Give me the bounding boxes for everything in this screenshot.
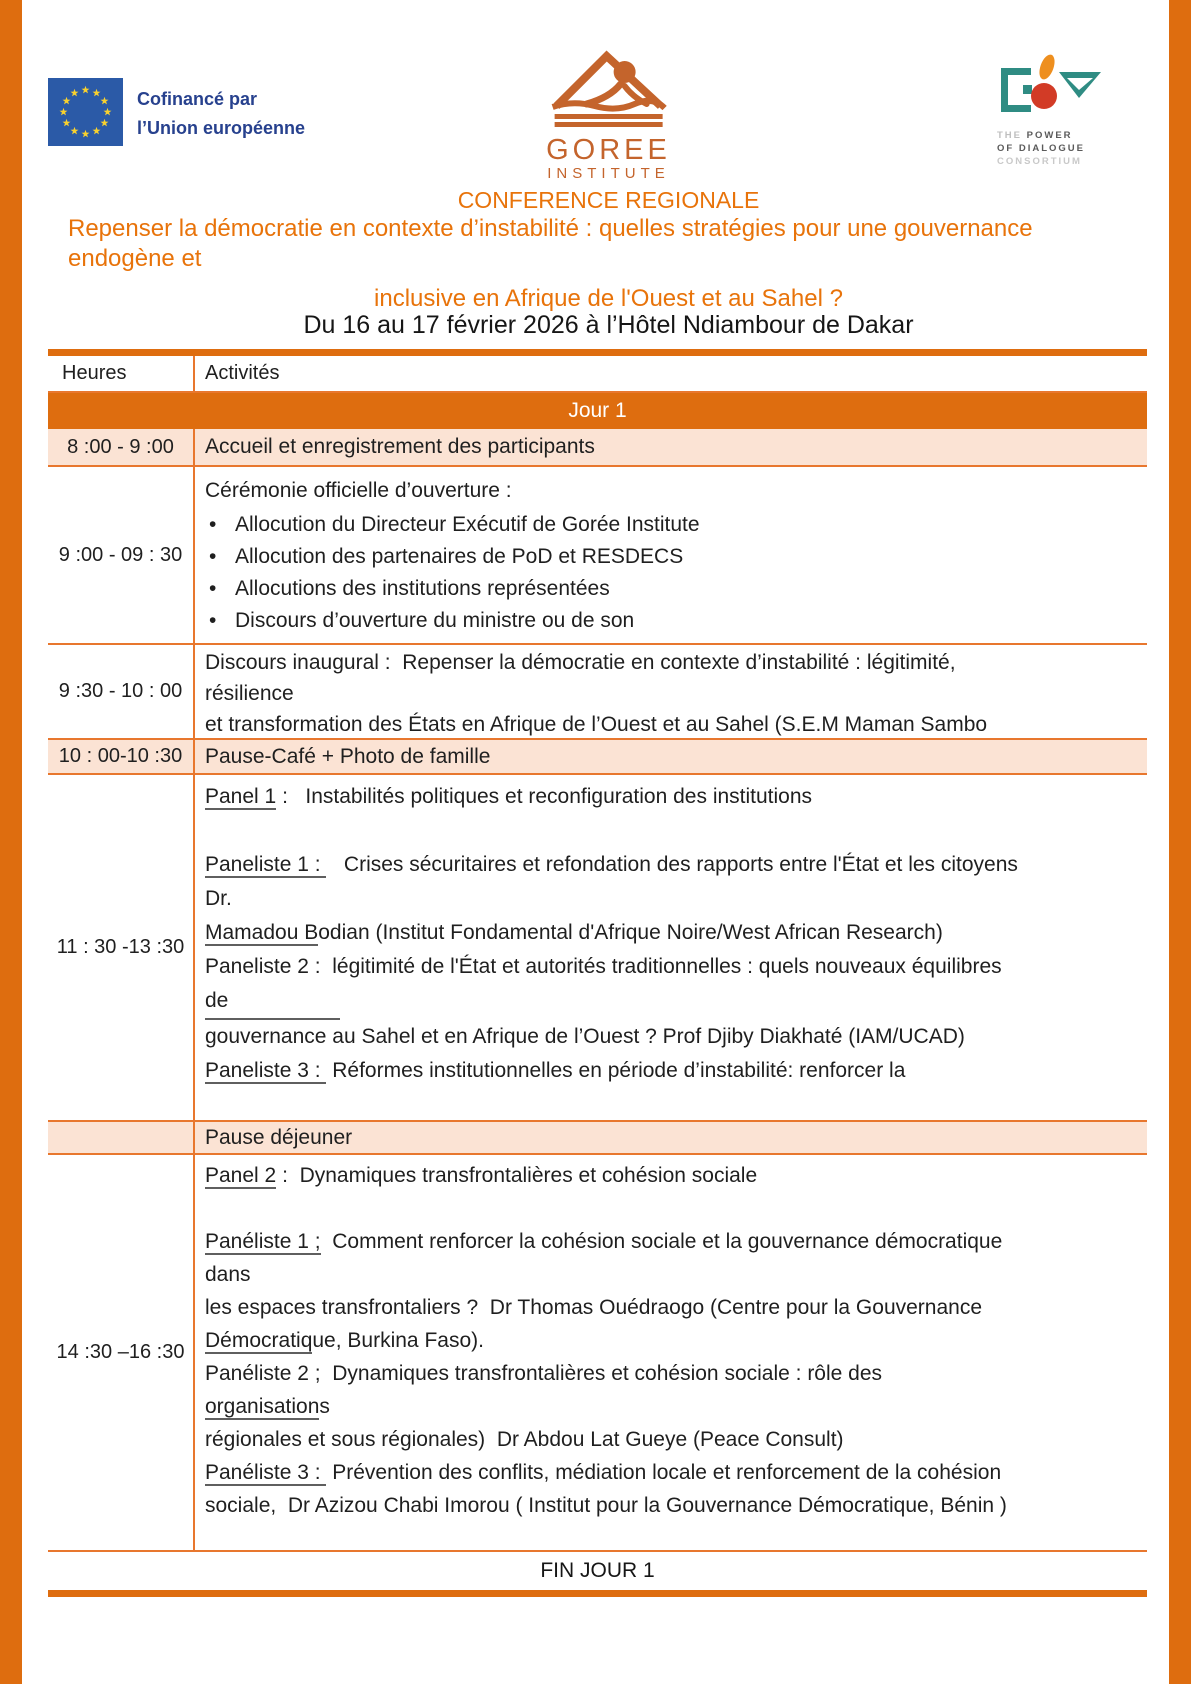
panel2-paneliste2: Panéliste 2 ; Dynamiques transfrontalières et cohésion sociale : rôle des	[205, 1362, 883, 1385]
panel1-paneliste3-text: Réformes institutionnelles en période d’instabilité: renforcer la	[326, 1059, 906, 1082]
activity-accueil: Accueil et enregistrement des participants	[205, 435, 595, 458]
bullet-icon: •	[209, 545, 217, 568]
pod-caption	[997, 129, 1137, 168]
panel2-organisations-line	[205, 1390, 1147, 1423]
panel1-paneliste2: Paneliste 2 : légitimité de l'État et autorités traditionnelles : quels nouveaux équilibres	[205, 955, 1002, 978]
left-page-border	[0, 0, 22, 1684]
fin-jour1-row: FIN JOUR 1	[540, 1559, 655, 1582]
bullet-icon: •	[209, 577, 217, 600]
bullet-icon: •	[209, 609, 217, 632]
activity-pause-dejeuner: Pause déjeuner	[205, 1125, 353, 1149]
panel2-espaces-line: les espaces transfrontaliers ? Dr Thomas Ouédraogo (Centre pour la Gouvernance	[205, 1296, 983, 1319]
pod-power: POWER	[1026, 130, 1073, 141]
conference-date-venue: Du 16 au 17 février 2026 à l’Hôtel Ndiambour de Dakar	[303, 311, 914, 339]
table-top-rule	[48, 349, 1147, 356]
panel2-paneliste3-label: Panéliste 3 :	[205, 1461, 327, 1484]
panel1-paneliste3-label: Paneliste 3 :	[205, 1059, 327, 1082]
panel2-democratique-underlined: Démocratiq	[205, 1329, 313, 1352]
bullet-icon: •	[209, 513, 217, 536]
conference-subtitle-line1: Repenser la démocratie en contexte d’instabilité : quelles stratégies pour une gouvernance	[68, 215, 1033, 242]
activity-pause-cafe: Pause-Café + Photo de famille	[205, 744, 491, 768]
time-pause-dejeuner	[48, 1122, 195, 1153]
activity-discours	[195, 645, 1147, 738]
conference-subtitle-line3: inclusive en Afrique de l'Ouest et au Sahel ?	[374, 285, 843, 312]
day1-banner: Jour 1	[48, 393, 1147, 429]
goree-institute-logo	[546, 50, 671, 183]
panel2-sociale-line: sociale, Dr Azizou Chabi Imorou ( Institut pour la Gouvernance Démocratique, Bénin )	[205, 1494, 1007, 1517]
eu-cofunded-logo	[48, 78, 305, 146]
goree-rower-icon	[547, 50, 671, 128]
row-pause-dejeuner	[48, 1122, 1147, 1155]
panel1-paneliste1-label: Paneliste 1 :	[205, 853, 327, 876]
activity-ceremonie	[195, 467, 1147, 643]
panel1-de-underlined: de	[205, 984, 340, 1020]
panel2-democratique-rest: ue, Burkina Faso).	[312, 1329, 484, 1352]
panel1-title	[205, 780, 1147, 814]
table-header-row	[48, 356, 1147, 393]
ceremonie-bullet-4	[205, 605, 1147, 637]
panel2-democratique-line	[205, 1324, 1147, 1357]
row-discours-inaugural	[48, 645, 1147, 740]
eu-caption	[137, 78, 305, 143]
panel2-title-underlined: Panel 2	[205, 1164, 277, 1187]
panel2-regionales-line: régionales et sous régionales) Dr Abdou Lat Gueye (Peace Consult)	[205, 1428, 844, 1451]
panel1-mamadou-line	[205, 916, 1147, 950]
time-accueil: 8 :00 - 9 :00	[48, 429, 195, 465]
row-accueil	[48, 429, 1147, 467]
panel2-paneliste3-text: Prévention des conflits, médiation locale et renforcement de la cohésion	[326, 1461, 1002, 1484]
title-block	[48, 186, 1169, 338]
eu-caption-line1: Cofinancé par	[137, 89, 258, 109]
bullet-text: Discours d’ouverture du ministre ou de son	[235, 609, 635, 632]
panel2-title-rest: : Dynamiques transfrontalières et cohésion sociale	[276, 1164, 758, 1187]
pod-the: THE	[997, 130, 1027, 141]
table-bottom-rule	[48, 1590, 1147, 1597]
panel2-line-dans: dans	[205, 1263, 251, 1286]
time-panel1: 11 : 30 -13 :30	[48, 775, 195, 1120]
right-page-border	[1169, 0, 1191, 1684]
panel1-de-line	[205, 984, 1147, 1020]
pod-caption-line2: OF DIALOGUE	[997, 143, 1085, 154]
conference-title: CONFERENCE REGIONALE	[457, 187, 760, 213]
panel2-organisations-underlined: organisation	[205, 1395, 320, 1418]
discours-line1: Discours inaugural : Repenser la démocratie en contexte d’instabilité : légitimité,	[205, 651, 956, 674]
pod-symbol-icon	[997, 54, 1105, 120]
panel2-paneliste1	[205, 1225, 1147, 1258]
time-panel2: 14 :30 –16 :30	[48, 1155, 195, 1550]
ceremonie-title: Cérémonie officielle d’ouverture :	[205, 479, 512, 502]
eu-caption-line2: l’Union européenne	[137, 118, 306, 138]
activity-panel2	[195, 1155, 1147, 1550]
panel2-paneliste3	[205, 1456, 1147, 1489]
time-pause-cafe: 10 : 00-10 :30	[48, 740, 195, 773]
ceremonie-bullet-3	[205, 573, 1147, 605]
column-header-heures: Heures	[48, 356, 195, 391]
time-discours: 9 :30 - 10 : 00	[48, 645, 195, 738]
panel2-paneliste1-label: Panéliste 1 ;	[205, 1230, 321, 1253]
discours-line2: résilience	[205, 682, 294, 705]
row-ceremonie	[48, 467, 1147, 645]
bullet-text: Allocutions des institutions représentées	[235, 577, 610, 600]
time-ceremonie: 9 :00 - 09 : 30	[48, 467, 195, 643]
row-panel1	[48, 775, 1147, 1122]
pod-caption-line1	[997, 129, 1137, 142]
panel2-paneliste1-text: Comment renforcer la cohésion sociale et la gouvernance démocratique	[320, 1230, 1003, 1253]
panel2-organisations-rest: s	[319, 1395, 330, 1418]
panel2-title	[205, 1159, 1147, 1192]
activity-panel1	[195, 775, 1147, 1120]
panel1-mamadou-underlined: Mamadou B	[205, 921, 319, 944]
panel1-paneliste3	[205, 1054, 1147, 1088]
logos-row	[48, 50, 1169, 185]
discours-line3: et transformation des États en Afrique de l’Ouest et au Sahel (S.E.M Maman Sambo	[205, 713, 988, 736]
panel1-paneliste1-text: Crises sécuritaires et refondation des rapports entre l'État et les citoyens	[326, 853, 1018, 876]
power-of-dialogue-logo	[997, 54, 1137, 168]
panel1-title-rest: : Instabilités politiques et reconfiguration des institutions	[276, 785, 813, 808]
panel1-mamadou-rest: odian (Institut Fondamental d'Afrique Noire/West African Research)	[318, 921, 943, 944]
eu-flag-icon	[48, 78, 123, 146]
panel1-title-underlined: Panel 1	[205, 785, 277, 808]
bullet-text: Allocution du Directeur Exécutif de Gorée Institute	[235, 513, 700, 536]
pod-caption-line3: CONSORTIUM	[997, 156, 1082, 167]
row-pause-cafe	[48, 740, 1147, 775]
panel1-paneliste1	[205, 848, 1147, 882]
blank-line	[205, 1192, 1147, 1225]
conference-subtitle-line2: endogène et	[68, 245, 202, 272]
panel1-gouvernance-line: gouvernance au Sahel et en Afrique de l’Ouest ? Prof Djiby Diakhaté (IAM/UCAD)	[205, 1025, 965, 1048]
column-header-activites: Activités	[205, 362, 280, 384]
bullet-text: Allocution des partenaires de PoD et RESDECS	[235, 545, 684, 568]
panel1-line-dr: Dr.	[205, 887, 232, 910]
goree-name: GOREE	[546, 134, 671, 166]
goree-subname: INSTITUTE	[547, 165, 670, 182]
ceremonie-bullet-2	[205, 541, 1147, 573]
row-panel2	[48, 1155, 1147, 1552]
blank-line	[205, 814, 1147, 848]
ceremonie-bullet-1	[205, 509, 1147, 541]
agenda-table	[48, 349, 1147, 1597]
